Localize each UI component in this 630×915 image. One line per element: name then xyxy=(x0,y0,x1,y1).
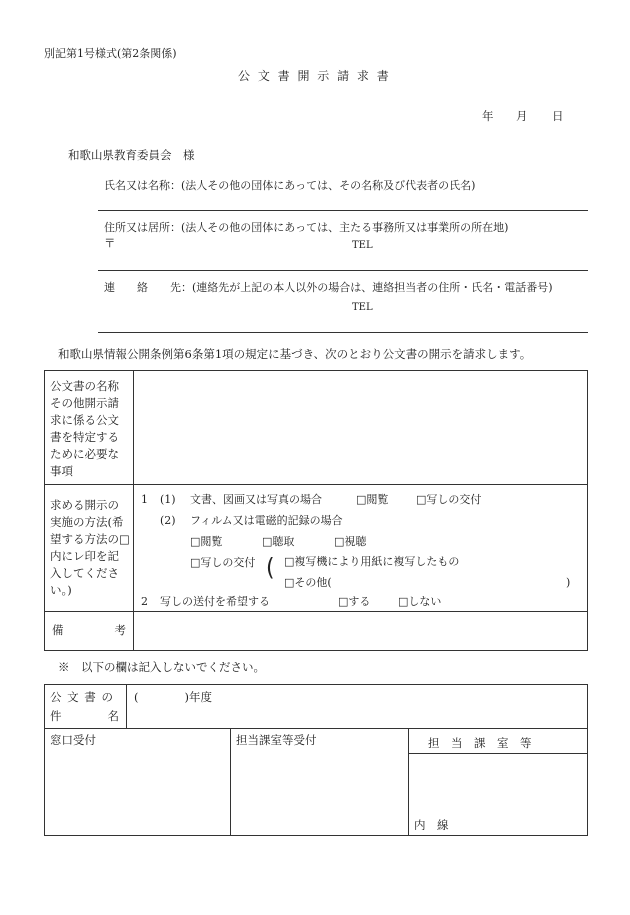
main-table-bottom xyxy=(44,650,588,651)
other-checkbox[interactable]: □その他( xyxy=(284,576,332,589)
left-brace: ( xyxy=(266,554,275,583)
postal-mark: 〒 xyxy=(104,236,116,250)
office-table-right xyxy=(587,684,588,836)
fiscal-year: ( )年度 xyxy=(134,690,212,704)
main-table-row-divider-2 xyxy=(44,611,588,612)
main-table-col-divider xyxy=(133,370,134,651)
subject-col-divider xyxy=(126,684,127,728)
watch-checkbox[interactable]: □視聴 xyxy=(334,535,367,548)
other-close-paren: ) xyxy=(566,576,571,589)
copy-checkbox-2[interactable]: □写しの交付 xyxy=(190,556,256,569)
name-underline xyxy=(98,210,588,211)
view-checkbox-2[interactable]: □閲覧 xyxy=(190,535,223,548)
date-year: 年 xyxy=(482,109,494,123)
extension-label: 内 線 xyxy=(414,818,449,832)
main-table-row-divider-1 xyxy=(44,484,588,485)
contact-underline xyxy=(98,332,588,333)
address-underline xyxy=(98,270,588,271)
date-month: 月 xyxy=(516,109,528,123)
item1-sub2-number: (2) xyxy=(160,514,176,527)
office-table-left xyxy=(44,684,45,836)
subject-label-line2: 件 名 xyxy=(50,709,119,723)
contact-label: 連 絡 先：(連絡先が上記の本人以外の場合は、連絡担当者の住所・氏名・電話番号) xyxy=(104,281,553,294)
office-table-bottom xyxy=(44,835,588,836)
office-table-row-divider xyxy=(44,728,588,729)
main-table-top xyxy=(44,370,588,371)
reception-col-divider-1 xyxy=(230,728,231,835)
subject-label-line1: 公 文 書 の xyxy=(50,690,114,704)
item2-number: 2 xyxy=(141,595,148,608)
item1-sub1-text: 文書、図画又は写真の場合 xyxy=(190,493,322,506)
main-table-right xyxy=(587,370,588,651)
form-id: 別記第1号様式(第2条関係) xyxy=(44,47,177,60)
request-statement: 和歌山県情報公開条例第6条第1項の規定に基づき、次のとおり公文書の開示を請求します。 xyxy=(58,347,532,361)
window-reception: 窓口受付 xyxy=(50,733,96,747)
remarks-label: 備 考 xyxy=(52,623,127,637)
date-day: 日 xyxy=(552,109,564,123)
tel-label-1: TEL xyxy=(352,240,373,251)
send-yes-checkbox[interactable]: □する xyxy=(338,595,371,608)
tel-label-2: TEL xyxy=(352,302,373,313)
item1-sub1-number: (1) xyxy=(160,493,176,506)
method-label: 求める開示の実施の方法(希望する方法の□内にレ印を記入してください。) xyxy=(50,498,130,597)
item1-sub2-text: フィルム又は電磁的記録の場合 xyxy=(190,514,343,527)
name-label: 氏名又は名称：(法人その他の団体にあっては、その名称及び代表者の氏名) xyxy=(104,179,476,192)
copier-checkbox[interactable]: □複写機により用紙に複写したもの xyxy=(284,555,460,568)
document-spec-label: 公文書の名称その他開示請求に係る公文書を特定するために必要な事項 xyxy=(50,379,119,478)
main-table-left xyxy=(44,370,45,651)
reception-col-divider-2 xyxy=(408,728,409,835)
dept-in-charge: 担 当 課 室 等 xyxy=(428,736,532,750)
addressee: 和歌山県教育委員会 様 xyxy=(68,148,195,162)
dept-header-divider xyxy=(408,753,588,754)
dept-reception: 担当課室等受付 xyxy=(236,733,317,747)
office-use-note: ※ 以下の欄は記入しないでください。 xyxy=(58,660,265,674)
send-no-checkbox[interactable]: □しない xyxy=(398,595,442,608)
item1-number: 1 xyxy=(141,493,148,506)
page-title: 公 文 書 開 示 請 求 書 xyxy=(238,69,391,83)
copy-checkbox-1[interactable]: □写しの交付 xyxy=(416,493,482,506)
listen-checkbox[interactable]: □聴取 xyxy=(262,535,295,548)
address-label: 住所又は居所：(法人その他の団体にあっては、主たる事務所又は事業所の所在地) xyxy=(104,221,509,234)
view-checkbox-1[interactable]: □閲覧 xyxy=(356,493,389,506)
item2-text: 写しの送付を希望する xyxy=(160,595,270,608)
